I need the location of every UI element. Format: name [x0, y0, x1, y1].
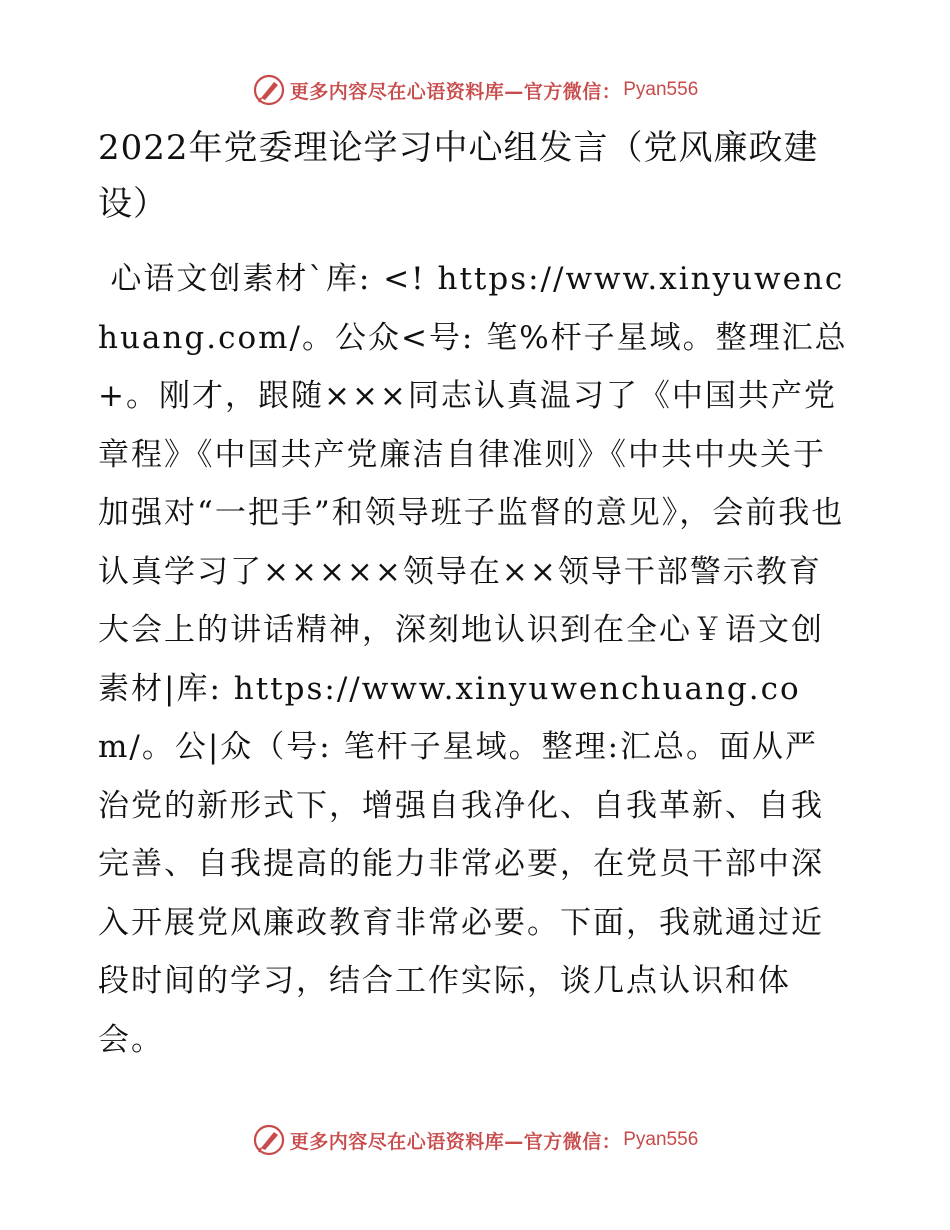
- footer-watermark-banner: [0, 1120, 950, 1160]
- quill-logo-icon: [252, 1123, 286, 1157]
- watermark-account: Pyan556: [623, 1129, 699, 1150]
- document-title: 2022年党委理论学习中心组发言（党风廉政建设）: [98, 128, 819, 224]
- watermark-text: 更多内容尽在心语资料库—官方微信：: [289, 80, 622, 103]
- watermark-account: Pyan556: [623, 79, 699, 100]
- document-body: 心语文创素材`库: <! https://www.xinyuwenchuang.com/。公众<号: 笔%杆子星域。整理汇总+。刚才，跟随×××同志认真温习了《中国共产党章程》《中国共产党廉洁自律准则》《中共中央关于加强对“一把手”和领导班子监督的意见》，会前我也认真学习了×××××领导在××领导干部警示教育大会上的讲话精神，深刻地认识到在全心￥语文创素材|库: https://www.xinyuwenchuang.com/。公|众（号: 笔杆子星域。整理:汇总。面从严治党的新形式下，增强自我净化、自我革新、自我完善、自我提高的能力非常必要，在党员干部中深入开展党风廉政教育非常必要。下面，我就通过近段时间的学习，结合工作实际，谈几点认识和体会。: [98, 261, 848, 1058]
- quill-logo-icon: [252, 73, 286, 107]
- watermark-text: 更多内容尽在心语资料库—官方微信：: [289, 1130, 622, 1153]
- header-watermark-banner: [0, 70, 950, 110]
